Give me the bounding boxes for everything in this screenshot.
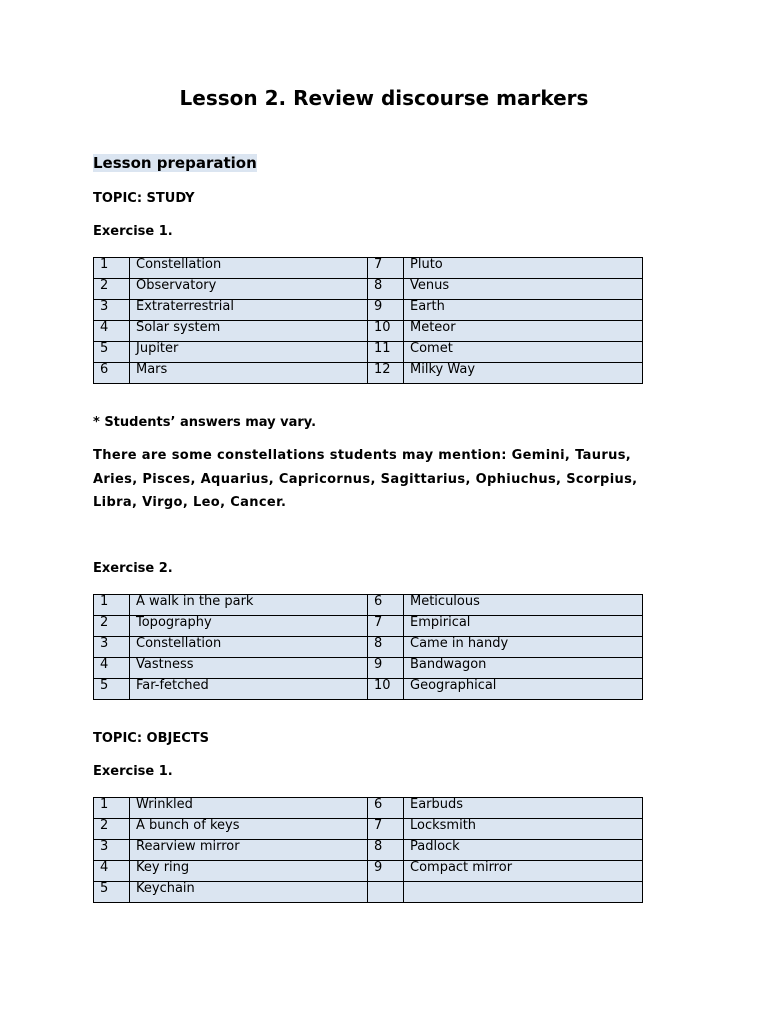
- table-cell: Padlock: [404, 840, 643, 861]
- table-cell: 6: [368, 798, 404, 819]
- table-row: [94, 679, 643, 700]
- table-cell: 4: [94, 861, 130, 882]
- table-cell: [368, 882, 404, 903]
- table-cell: Meticulous: [404, 595, 643, 616]
- table-row: [94, 840, 643, 861]
- constellations-paragraph: There are some constellations students may mention: Gemini, Taurus, Aries, Pisces, Aquarius, Capricornus, Sagittarius, Ophiuchus, Scorpius, Libra, Virgo, Leo, Cancer.: [93, 448, 638, 510]
- table-cell: 7: [368, 819, 404, 840]
- table-cell: Constellation: [130, 637, 368, 658]
- table-cell: 9: [368, 658, 404, 679]
- table-cell: Constellation: [130, 258, 368, 279]
- table-cell: 1: [94, 258, 130, 279]
- page-title: Lesson 2. Review discourse markers: [179, 86, 589, 110]
- table-cell: A bunch of keys: [130, 819, 368, 840]
- study-exercise2-table: [93, 594, 643, 700]
- table-row: [94, 861, 643, 882]
- table-row: [94, 595, 643, 616]
- table-row: [94, 637, 643, 658]
- table-cell: Key ring: [130, 861, 368, 882]
- table-cell: 1: [94, 798, 130, 819]
- table-cell: 8: [368, 840, 404, 861]
- table-row: [94, 798, 643, 819]
- table-cell: Meteor: [404, 321, 643, 342]
- objects-exercise1-table: [93, 797, 643, 903]
- table-cell: 8: [368, 279, 404, 300]
- table-cell: 1: [94, 595, 130, 616]
- table-row: [94, 363, 643, 384]
- table-cell: 2: [94, 616, 130, 637]
- table-cell: Earbuds: [404, 798, 643, 819]
- table-cell: 7: [368, 616, 404, 637]
- table-cell: 10: [368, 679, 404, 700]
- table-row: [94, 300, 643, 321]
- table-cell: Vastness: [130, 658, 368, 679]
- table-row: [94, 342, 643, 363]
- table-row: [94, 279, 643, 300]
- table-cell: Pluto: [404, 258, 643, 279]
- table-cell: 3: [94, 840, 130, 861]
- table-cell: Came in handy: [404, 637, 643, 658]
- section-heading-wrapper: [93, 154, 257, 173]
- table-cell: 2: [94, 819, 130, 840]
- table-cell: Rearview mirror: [130, 840, 368, 861]
- table-cell: 4: [94, 658, 130, 679]
- table-row: [94, 819, 643, 840]
- answers-note: * Students’ answers may vary.: [93, 415, 317, 430]
- table-cell: 9: [368, 861, 404, 882]
- table-cell: Bandwagon: [404, 658, 643, 679]
- study-exercise2-label: Exercise 2.: [93, 561, 173, 576]
- table-cell: 4: [94, 321, 130, 342]
- table-cell: 11: [368, 342, 404, 363]
- table-cell: 3: [94, 300, 130, 321]
- table-row: [94, 616, 643, 637]
- table-cell: 10: [368, 321, 404, 342]
- topic-study-label: TOPIC: STUDY: [93, 191, 195, 206]
- table-cell: 2: [94, 279, 130, 300]
- table-cell: Far-fetched: [130, 679, 368, 700]
- table-cell: Locksmith: [404, 819, 643, 840]
- table-cell: A walk in the park: [130, 595, 368, 616]
- table-cell: 6: [368, 595, 404, 616]
- table-cell: Venus: [404, 279, 643, 300]
- study-exercise1-label: Exercise 1.: [93, 224, 173, 239]
- study-exercise1-table: [93, 257, 643, 384]
- table-row: [94, 658, 643, 679]
- table-cell: 7: [368, 258, 404, 279]
- topic-objects-label: TOPIC: OBJECTS: [93, 731, 209, 746]
- table-cell: 6: [94, 363, 130, 384]
- table-row: [94, 258, 643, 279]
- table-cell: Jupiter: [130, 342, 368, 363]
- table-row: [94, 321, 643, 342]
- table-cell: 5: [94, 882, 130, 903]
- table-cell: Earth: [404, 300, 643, 321]
- table-cell: 8: [368, 637, 404, 658]
- objects-exercise1-label: Exercise 1.: [93, 764, 173, 779]
- table-cell: Geographical: [404, 679, 643, 700]
- table-cell: 5: [94, 342, 130, 363]
- table-cell: 5: [94, 679, 130, 700]
- table-row: [94, 882, 643, 903]
- section-heading: Lesson preparation: [93, 154, 257, 172]
- table-cell: Wrinkled: [130, 798, 368, 819]
- table-cell: Empirical: [404, 616, 643, 637]
- table-cell: Compact mirror: [404, 861, 643, 882]
- table-cell: 12: [368, 363, 404, 384]
- table-cell: Keychain: [130, 882, 368, 903]
- table-cell: 9: [368, 300, 404, 321]
- table-cell: Milky Way: [404, 363, 643, 384]
- table-cell: Extraterrestrial: [130, 300, 368, 321]
- table-cell: 3: [94, 637, 130, 658]
- table-cell: [404, 882, 643, 903]
- table-cell: Mars: [130, 363, 368, 384]
- table-cell: Solar system: [130, 321, 368, 342]
- table-cell: Topography: [130, 616, 368, 637]
- table-cell: Observatory: [130, 279, 368, 300]
- table-cell: Comet: [404, 342, 643, 363]
